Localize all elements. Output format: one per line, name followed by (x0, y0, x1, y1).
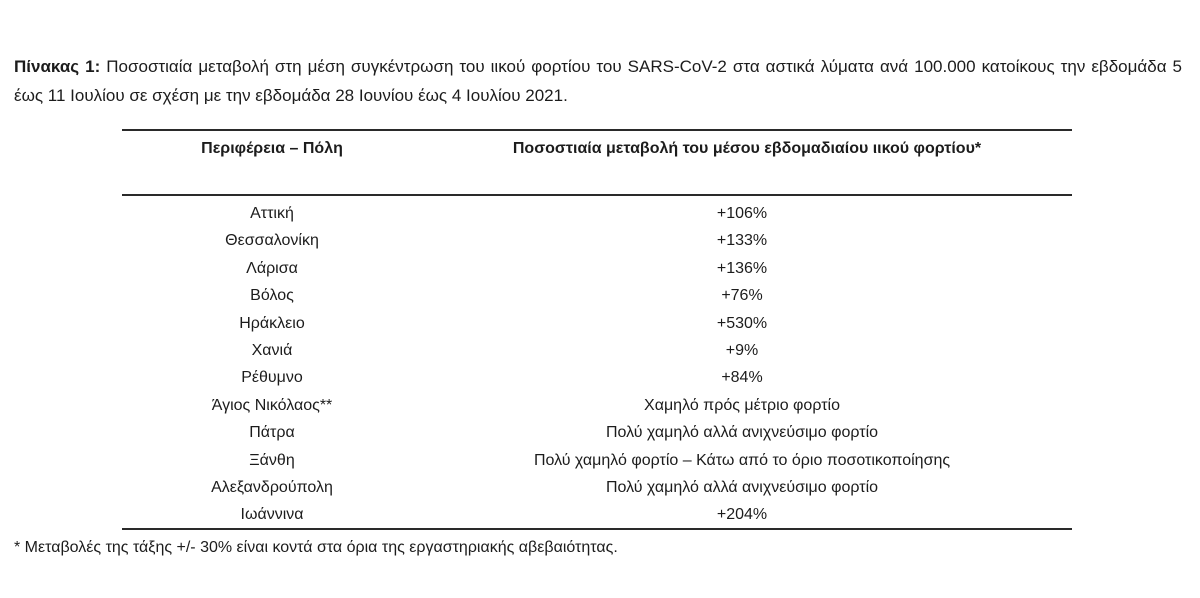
change-cell: +136% (716, 259, 768, 277)
footnote: * Μεταβολές της τάξης +/- 30% είναι κοντά στα όρια της εργαστηριακής αβεβαιότητας. (14, 539, 618, 556)
city-cell: Ξάνθη (249, 451, 295, 469)
table-caption (14, 52, 1182, 110)
change-cell: +530% (716, 314, 768, 332)
change-cell: Πολύ χαμηλό αλλά ανιχνεύσιμο φορτίο (605, 478, 879, 496)
table-row (122, 310, 1072, 337)
city-cell: Ηράκλειο (239, 314, 305, 332)
table-row (122, 227, 1072, 254)
table-body (122, 200, 1072, 529)
table-row (122, 474, 1072, 501)
change-cell: +84% (721, 369, 763, 387)
table-row (122, 337, 1072, 364)
table-row (122, 447, 1072, 474)
table-header-rule (122, 194, 1072, 196)
city-cell: Αλεξανδρούπολη (211, 478, 333, 496)
table-row (122, 392, 1072, 419)
table-bottom-rule (122, 528, 1072, 530)
city-cell: Χανιά (251, 341, 293, 359)
change-cell: Χαμηλό πρός μέτριο φορτίο (644, 396, 840, 414)
city-cell: Αττική (250, 205, 294, 222)
city-cell: Θεσσαλονίκη (225, 232, 319, 250)
change-cell: +106% (716, 205, 768, 222)
change-cell: Πολύ χαμηλό φορτίο – Κάτω από το όριο ποσοτικοποίησης (533, 451, 951, 469)
table-row (122, 255, 1072, 282)
table-header (122, 140, 1072, 164)
city-cell: Ρέθυμνο (241, 369, 303, 387)
caption-text: Ποσοστιαία μεταβολή στη μέση συγκέντρωση του ιικού φορτίου του SARS-CoV-2 στα αστικά λύματα ανά 100.000 κατοίκους την εβδομάδα 5 έως 11 Ιουλίου σε σχέση με την εβδομάδα 28 Ιουνίου έως 4 Ιουλίου 2021. (14, 57, 1182, 105)
header-percent-change: Ποσοστιαία μεταβολή του μέσου εβδομαδιαίου ιικού φορτίου* (512, 140, 982, 157)
change-cell: +9% (725, 341, 759, 359)
caption-label: Πίνακας 1: (14, 57, 101, 76)
change-cell: +133% (716, 232, 768, 250)
city-cell: Ιωάννινα (240, 506, 304, 524)
table-row (122, 364, 1072, 391)
table-row (122, 419, 1072, 446)
change-cell: Πολύ χαμηλό αλλά ανιχνεύσιμο φορτίο (605, 424, 879, 442)
table-row (122, 501, 1072, 528)
change-cell: +76% (721, 287, 763, 305)
table-top-rule (122, 129, 1072, 131)
city-cell: Πάτρα (249, 424, 295, 442)
table-row (122, 200, 1072, 227)
table-row (122, 282, 1072, 309)
header-region-city: Περιφέρεια – Πόλη (201, 140, 343, 157)
change-cell: +204% (716, 506, 768, 524)
city-cell: Άγιος Νικόλαος** (211, 396, 333, 414)
city-cell: Λάρισα (246, 259, 298, 277)
city-cell: Βόλος (250, 287, 294, 305)
